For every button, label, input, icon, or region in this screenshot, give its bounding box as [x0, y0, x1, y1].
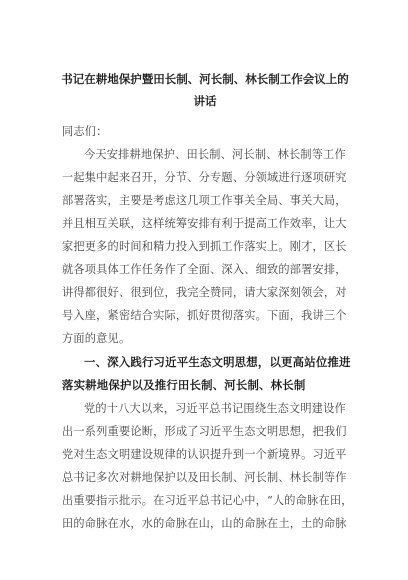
paragraph-1-line: 并且相互关联，这样统筹安排有利于提高工作效率，让大: [62, 217, 347, 230]
paragraph-1-line: 方面的意见。: [62, 332, 131, 345]
paragraph-2-line: 出重要指示批示。在习近平总书记心中，“人的命脉在田，: [62, 494, 353, 507]
paragraph-1-line: 号入座，紧密结合实际，抓好贯彻落实。下面，我讲三个: [62, 309, 347, 322]
paragraph-2-line: 党的十八大以来，习近平总书记围绕生态文明建设作: [84, 402, 346, 415]
paragraph-1-line: 一起集中起来召开，分节、分专题、分领域进行逐项研究: [62, 171, 347, 184]
paragraph-2-line: 出一系列重要论断，形成了习近平生态文明思想，把我们: [62, 425, 347, 438]
paragraph-1-line: 今天安排耕地保护、田长制、河长制、林长制等工作: [84, 148, 346, 161]
paragraph-2-line: 总书记多次对耕地保护以及田长制、河长制、林长制等作: [62, 471, 347, 484]
paragraph-1-line: 讲得都很好、很到位，我完全赞同，请大家深刻领会，对: [62, 286, 347, 299]
paragraph-2-line: 田的命脉在水，水的命脉在山，山的命脉在土，土的命脉: [62, 517, 347, 530]
paragraph-1-line: 部署落实，主要是考虑这几项工作事关全局、事关大局，: [62, 194, 347, 207]
document-title-line-2: 讲话: [193, 94, 217, 108]
greeting: 同志们：: [62, 125, 108, 138]
document-title-line-1: 书记在耕地保护暨田长制、河长制、林长制工作会议上的: [61, 72, 349, 86]
paragraph-1-line: 家把更多的时间和精力投入到抓工作落实上。刚才，区长: [62, 240, 347, 253]
section-heading-line: 一、深入践行习近平生态文明思想，以更高站位推进: [84, 355, 351, 369]
paragraph-2-line: 党对生态文明建设规律的认识提升到一个新境界。习近平: [62, 448, 347, 461]
paragraph-1-line: 就各项具体工作任务作了全面、深入、细致的部署安排，: [62, 263, 347, 276]
section-heading-line: 落实耕地保护以及推行田长制、河长制、林长制: [62, 378, 306, 392]
